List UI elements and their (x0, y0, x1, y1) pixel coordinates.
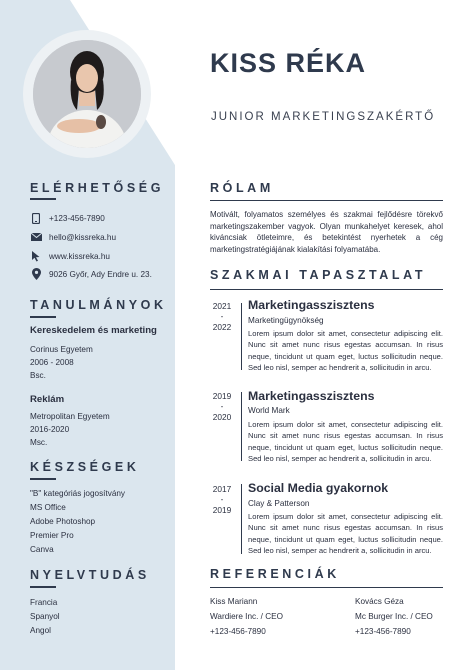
contact-address-text: 9026 Győr, Ady Endre u. 23. (49, 269, 152, 279)
candidate-name: KISS RÉKA (210, 48, 367, 78)
profile-photo (33, 40, 141, 148)
skills-underline (30, 478, 56, 480)
contact-email-text: hello@kissreka.hu (49, 232, 117, 242)
about-divider (210, 200, 443, 201)
skill-item: MS Office (30, 503, 66, 512)
education-1-title: Kereskedelem és marketing (30, 325, 157, 336)
references-heading: REFERENCIÁK (210, 567, 340, 581)
phone-icon (30, 212, 42, 224)
education-1-degree: Bsc. (30, 371, 46, 380)
language-item: Francia (30, 598, 58, 607)
contact-website-text: www.kissreka.hu (49, 251, 110, 261)
job-title: JUNIOR MARKETINGSZAKÉRTŐ (211, 111, 436, 123)
location-icon (30, 268, 42, 280)
reference-2-org: Mc Burger Inc. / CEO (355, 612, 433, 621)
experience-2-title: Marketingasszisztens (248, 389, 375, 403)
education-2-title: Reklám (30, 394, 65, 405)
education-underline (30, 316, 56, 318)
languages-underline (30, 586, 56, 588)
experience-3-start: 2017 (212, 484, 232, 494)
experience-1-timeline (241, 303, 242, 370)
experience-3-end: 2019 (212, 505, 232, 515)
skill-item: Canva (30, 545, 54, 554)
experience-1-start: 2021 (212, 301, 232, 311)
education-2-degree: Msc. (30, 438, 48, 447)
education-1-school: Corinus Egyetem (30, 345, 93, 354)
contact-heading: ELÉRHETŐSÉG (30, 181, 165, 195)
contact-underline (30, 198, 56, 200)
contact-address (30, 268, 152, 280)
cursor-icon (30, 250, 42, 262)
contact-phone (30, 212, 105, 224)
education-2-years: 2016-2020 (30, 425, 70, 434)
skill-item: Premier Pro (30, 531, 74, 540)
email-icon (30, 231, 42, 243)
experience-2-desc: Lorem ipsum dolor sit amet, consectetur adipiscing elit. Nunc sit amet nunc risus egestas accumsan. In risus neque, tincidunt ut quam eget, luctus sollicitudin neque. Sed leo nisl, semper ac hendrerit a, sollicitudin in arcu. (248, 420, 443, 463)
experience-2-sep: - (220, 401, 224, 411)
experience-1-sep: - (220, 311, 224, 321)
references-divider (210, 587, 443, 588)
skill-item: "B" kategóriás jogosítvány (30, 489, 126, 498)
experience-3-title: Social Media gyakornok (248, 481, 389, 495)
education-heading: TANULMÁNYOK (30, 298, 167, 312)
about-heading: RÓLAM (210, 181, 274, 195)
experience-3-sep: - (220, 494, 224, 504)
language-item: Spanyol (30, 612, 60, 621)
experience-divider (210, 289, 443, 290)
experience-1-company: Marketingügynökség (248, 316, 324, 325)
reference-2-name: Kovács Géza (355, 597, 404, 606)
skill-item: Adobe Photoshop (30, 517, 96, 526)
experience-1-desc: Lorem ipsum dolor sit amet, consectetur adipiscing elit. Nunc sit amet nunc risus egestas accumsan. In risus neque, tincidunt ut quam eget, luctus sollicitudin neque. Sed leo nisl, semper ac hendrerit a, sollicitudin in arcu. (248, 329, 443, 372)
contact-email (30, 231, 116, 243)
experience-2-start: 2019 (212, 391, 232, 401)
experience-3-desc: Lorem ipsum dolor sit amet, consectetur adipiscing elit. Nunc sit amet nunc risus egestas accumsan. In risus neque, tincidunt ut quam eget, luctus sollicitudin neque. Sed leo nisl, semper ac hendrerit a, sollicitudin in arcu. (248, 512, 443, 555)
education-2-school: Metropolitan Egyetem (30, 412, 110, 421)
reference-2-phone: +123-456-7890 (355, 627, 411, 636)
language-item: Angol (30, 626, 51, 635)
experience-1-title: Marketingasszisztens (248, 298, 375, 312)
reference-1-org: Wardiere Inc. / CEO (210, 612, 283, 621)
contact-website (30, 250, 110, 262)
skills-heading: KÉSZSÉGEK (30, 460, 140, 474)
experience-3-timeline (241, 484, 242, 554)
experience-3-company: Clay & Patterson (248, 499, 310, 508)
experience-heading: SZAKMAI TAPASZTALAT (210, 268, 427, 282)
education-1-years: 2006 - 2008 (30, 358, 74, 367)
languages-heading: NYELVTUDÁS (30, 568, 150, 582)
reference-1-phone: +123-456-7890 (210, 627, 266, 636)
experience-2-company: World Mark (248, 406, 290, 415)
contact-phone-text: +123-456-7890 (49, 213, 105, 223)
reference-1-name: Kiss Mariann (210, 597, 258, 606)
experience-2-end: 2020 (212, 412, 232, 422)
about-text: Motivált, folyamatos személyes és szakmai fejlődésre törekvő marketingszakember vagyok. Olyan munkahelyet keresek, ahol kiváncsiak ötleteimre, és betekintést nyerhetek a cég marketingstratégiájának kialakítási folyamatába. (210, 210, 443, 254)
experience-1-end: 2022 (212, 322, 232, 332)
experience-2-timeline (241, 392, 242, 461)
